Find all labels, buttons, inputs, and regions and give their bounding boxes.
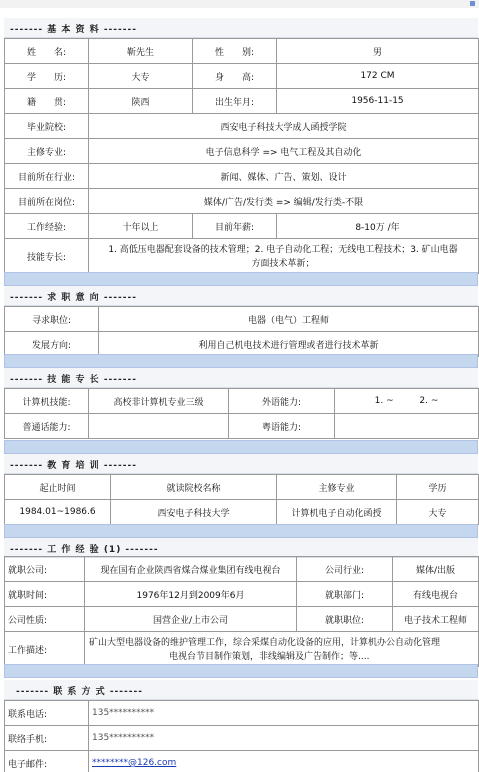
edu-label: 学 历:	[5, 64, 89, 89]
section-title: ------- 技 能 专 长 -------	[10, 375, 137, 385]
email-link[interactable]: ********@126.com	[92, 758, 177, 768]
dir-value: 利用自己机电技术进行管理或者进行技术革新	[99, 332, 479, 357]
section-title: ------- 联 系 方 式 -------	[16, 687, 143, 697]
separator-band	[4, 440, 478, 454]
skill-line-1: 1. 高低压电器配套设备的技术管理；2. 电子自动化工程；无线电工程技术；3. 矿山电器	[108, 245, 458, 255]
edu-time: 1984.01~1986.6	[5, 500, 111, 525]
height-label: 身 高:	[193, 64, 277, 89]
skills-table	[4, 388, 479, 439]
intent-table	[4, 306, 479, 357]
industry-value: 新闻、媒体、广告、策划、设计	[89, 164, 479, 189]
section-title: ------- 基 本 资 料 -------	[10, 25, 137, 35]
industry-value: 媒体/出版	[393, 557, 479, 582]
section-intent	[4, 286, 478, 306]
edu-value: 大专	[89, 64, 193, 89]
desc-line-2: 电视台节目制作策划，非线编辑及广告制作；等....	[169, 652, 370, 662]
skill-label: 技能专长:	[5, 239, 89, 274]
section-education	[4, 454, 478, 474]
foreign-1: 1. ~	[374, 396, 394, 406]
phone-value: 135**********	[89, 701, 479, 726]
section-basic	[4, 18, 478, 38]
separator-band	[4, 354, 478, 368]
height-value: 172 CM	[277, 64, 479, 89]
phone-label: 联系电话:	[5, 701, 89, 726]
exp-label: 工作经验:	[5, 214, 89, 239]
school-value: 西安电子科技大学成人函授学院	[89, 114, 479, 139]
job-value: 电器（电气）工程师	[99, 307, 479, 332]
separator-band	[4, 664, 478, 678]
name-value: 靳先生	[89, 39, 193, 64]
separator-band	[4, 272, 478, 286]
birth-value: 1956-11-15	[277, 89, 479, 114]
edu-major: 计算机电子自动化函授	[277, 500, 397, 525]
section-title: ------- 教 育 培 训 -------	[10, 461, 137, 471]
name-label: 姓 名:	[5, 39, 89, 64]
section-title: ------- 工 作 经 验 (1) -------	[10, 545, 159, 555]
edu-school: 西安电子科技大学	[111, 500, 277, 525]
position-label: 目前所在岗位:	[5, 189, 89, 214]
salary-value: 8-10万 /年	[277, 214, 479, 239]
dept-label: 就职部门:	[297, 582, 393, 607]
corner-marker	[470, 1, 475, 6]
email-label: 电子邮件:	[5, 751, 89, 772]
dept-value: 有线电视台	[393, 582, 479, 607]
major-label: 主修专业:	[5, 139, 89, 164]
time-value: 1976年12月到2009年6月	[85, 582, 297, 607]
top-strip	[0, 0, 479, 8]
position-value: 媒体/广告/发行类 => 编辑/发行类-不限	[89, 189, 479, 214]
section-work	[4, 538, 478, 558]
nature-value: 国营企业/上市公司	[85, 607, 297, 632]
separator-band	[4, 524, 478, 538]
gender-label: 性 别:	[193, 39, 277, 64]
post-value: 电子技术工程师	[393, 607, 479, 632]
gender-value: 男	[277, 39, 479, 64]
job-label: 寻求职位:	[5, 307, 99, 332]
desc-label: 工作描述:	[5, 632, 85, 667]
foreign-value	[335, 389, 479, 414]
birth-label: 出生年月:	[193, 89, 277, 114]
desc-value	[85, 632, 479, 667]
industry-label: 目前所在行业:	[5, 164, 89, 189]
foreign-label: 外语能力:	[229, 389, 335, 414]
nature-label: 公司性质:	[5, 607, 85, 632]
industry-label: 公司行业:	[297, 557, 393, 582]
computer-value: 高校非计算机专业三级	[89, 389, 229, 414]
skill-value	[89, 239, 479, 274]
section-skills	[4, 368, 478, 388]
computer-label: 计算机技能:	[5, 389, 89, 414]
company-value: 现在国有企业陕西省煤合煤业集团有线电视台	[85, 557, 297, 582]
section-title: ------- 求 职 意 向 -------	[10, 293, 137, 303]
mobile-label: 联络手机:	[5, 726, 89, 751]
desc-line-1: 矿山大型电器设备的维护管理工作，综合采煤自动化设备的应用，计算机办公自动化管理	[89, 638, 441, 648]
edu-header-major: 主修专业	[277, 475, 397, 500]
edu-header-degree: 学历	[397, 475, 479, 500]
post-label: 就职职位:	[297, 607, 393, 632]
native-label: 籍 贯:	[5, 89, 89, 114]
contact-table	[4, 700, 479, 772]
edu-degree: 大专	[397, 500, 479, 525]
edu-header-time: 起止时间	[5, 475, 111, 500]
time-label: 就职时间:	[5, 582, 85, 607]
foreign-2: 2. ~	[419, 396, 439, 406]
company-label: 就职公司:	[5, 557, 85, 582]
email-cell	[89, 751, 479, 772]
cantonese-label: 粤语能力:	[229, 414, 335, 439]
native-value: 陕西	[89, 89, 193, 114]
education-table	[4, 474, 479, 525]
cantonese-value	[335, 414, 479, 439]
dir-label: 发展方向:	[5, 332, 99, 357]
edu-header-school: 就读院校名称	[111, 475, 277, 500]
skill-line-2: 方面技术革新；	[251, 259, 315, 269]
basic-table	[4, 38, 479, 274]
work-table	[4, 556, 479, 667]
section-contact	[4, 680, 478, 700]
exp-value: 十年以上	[89, 214, 193, 239]
mandarin-label: 普通话能力:	[5, 414, 89, 439]
salary-label: 目前年薪:	[193, 214, 277, 239]
mobile-value: 135**********	[89, 726, 479, 751]
mandarin-value	[89, 414, 229, 439]
major-value: 电子信息科学 => 电气工程及其自动化	[89, 139, 479, 164]
school-label: 毕业院校:	[5, 114, 89, 139]
